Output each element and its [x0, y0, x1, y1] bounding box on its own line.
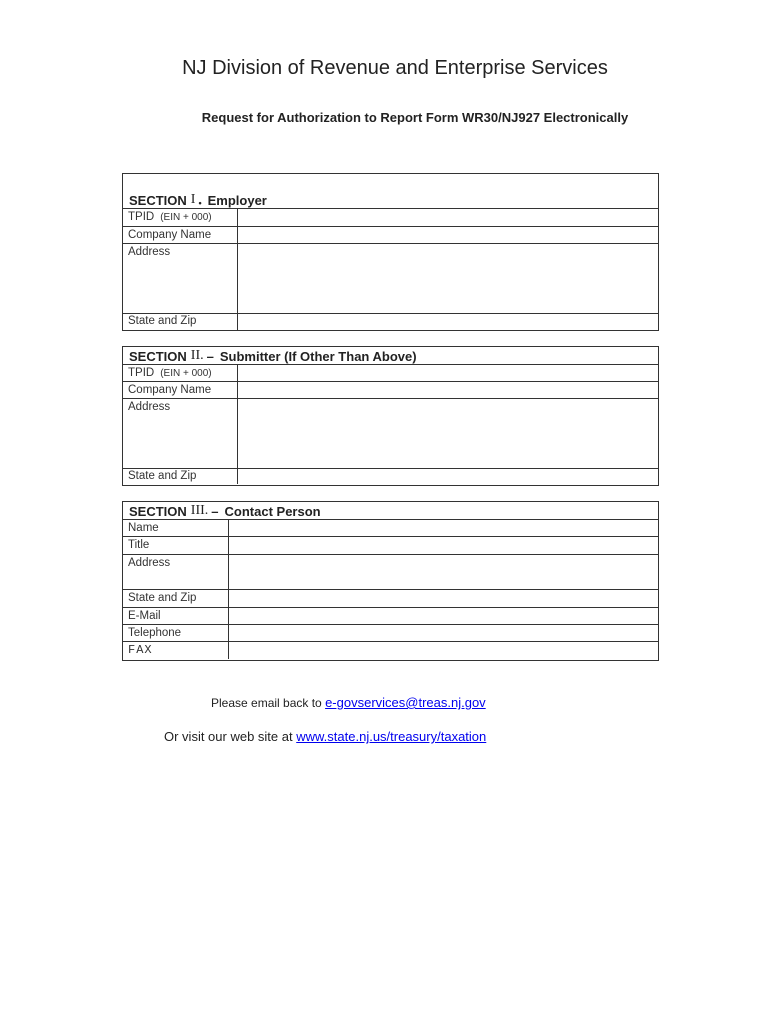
submitter-tpid-field[interactable] — [238, 365, 658, 381]
page-title: NJ Division of Revenue and Enterprise Services — [182, 57, 608, 79]
employer-address-field[interactable] — [238, 244, 658, 313]
section-contact — [122, 501, 659, 661]
section-submitter — [122, 346, 659, 486]
telephone-label: Telephone — [123, 625, 229, 641]
website-instruction: Or visit our web site at www.state.nj.us/treasury/taxation — [164, 729, 487, 744]
contact-address-field[interactable] — [229, 555, 658, 589]
submitter-address-field[interactable] — [238, 399, 658, 468]
email-link[interactable]: e-govservices@treas.nj.gov — [325, 695, 486, 710]
employer-company-field[interactable] — [238, 227, 658, 243]
employer-tpid-field[interactable] — [238, 209, 658, 226]
section-contact-heading: SECTION III. – Contact Person — [123, 502, 658, 520]
section-employer-heading: SECTION I • Employer — [123, 174, 658, 209]
form-subtitle: Request for Authorization to Report Form WR30/NJ927 Electronically — [201, 110, 629, 125]
address-label: Address — [123, 555, 229, 589]
section-submitter-heading: SECTION II. – Submitter (If Other Than Above) — [123, 347, 658, 365]
company-name-label: Company Name — [123, 227, 238, 243]
fax-label: FAX — [123, 642, 229, 659]
address-label: Address — [123, 399, 238, 468]
section-employer — [122, 173, 659, 331]
email-instruction: Please email back to e-govservices@treas.nj.gov — [211, 695, 486, 710]
address-label: Address — [123, 244, 238, 313]
submitter-state-zip-field[interactable] — [238, 469, 658, 484]
submitter-company-field[interactable] — [238, 382, 658, 398]
contact-name-field[interactable] — [229, 520, 658, 536]
contact-email-field[interactable] — [229, 608, 658, 624]
contact-state-zip-field[interactable] — [229, 590, 658, 607]
tpid-label: TPID (EIN + 000) — [123, 209, 238, 226]
state-zip-label: State and Zip — [123, 469, 238, 484]
company-name-label: Company Name — [123, 382, 238, 398]
state-zip-label: State and Zip — [123, 590, 229, 607]
employer-state-zip-field[interactable] — [238, 314, 658, 330]
contact-title-field[interactable] — [229, 537, 658, 554]
contact-fax-field[interactable] — [229, 642, 658, 659]
title-label: Title — [123, 537, 229, 554]
contact-telephone-field[interactable] — [229, 625, 658, 641]
name-label: Name — [123, 520, 229, 536]
email-label: E-Mail — [123, 608, 229, 624]
state-zip-label: State and Zip — [123, 314, 238, 330]
website-link[interactable]: www.state.nj.us/treasury/taxation — [296, 729, 487, 744]
tpid-label: TPID (EIN + 000) — [123, 365, 238, 381]
